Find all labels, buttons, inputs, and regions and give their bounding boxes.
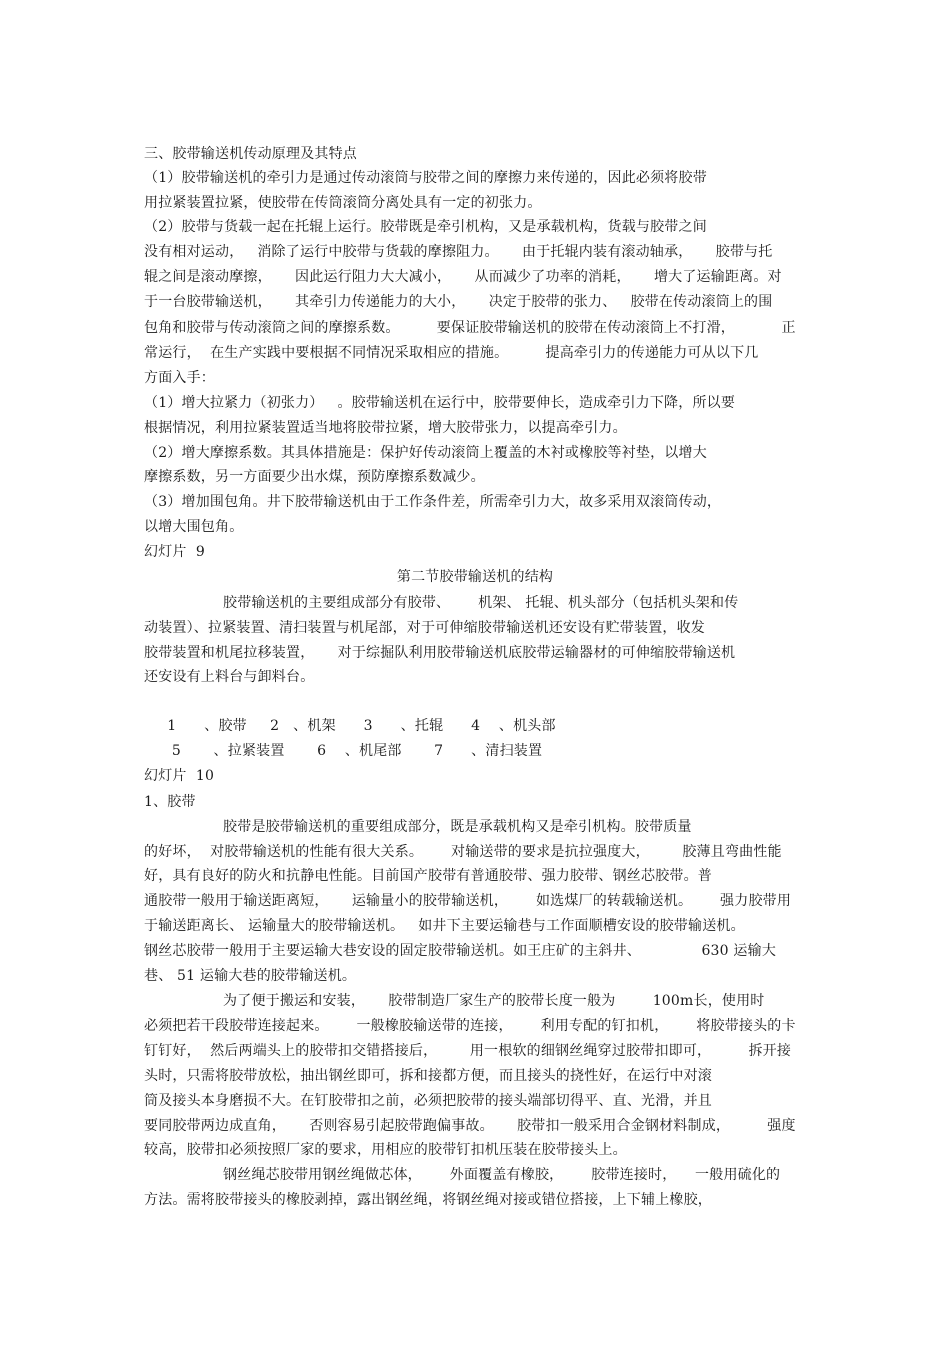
paragraph-line: 用拉紧装置拉紧，使胶带在传筒滚筒分离处具有一定的初张力。 bbox=[144, 195, 542, 211]
slide-marker: 幻灯片 9 bbox=[144, 544, 206, 560]
paragraph-line: （2）增大摩擦系数。其具体措施是：保护好传动滚筒上覆盖的木衬或橡胶等衬垫，以增大 bbox=[144, 445, 707, 461]
paragraph-line: 为了便于搬运和安装， 胶带制造厂家生产的胶带长度一般为 100m长，使用时 bbox=[144, 993, 765, 1009]
paragraph-line: 常运行， 在生产实践中要根据不同情况采取相应的措施。 提高牵引力的传递能力可从以下几 bbox=[144, 345, 759, 361]
paragraph-line: 必须把若干段胶带连接起来。 一般橡胶输送带的连接， 利用专配的钉扣机， 将胶带接头的卡 bbox=[144, 1018, 796, 1034]
paragraph-line: 钢丝绳芯胶带用钢丝绳做芯体， 外面覆盖有橡胶， 胶带连接时， 一般用硫化的 bbox=[144, 1167, 781, 1183]
slide-marker: 幻灯片 10 bbox=[144, 768, 215, 784]
component-list-line: 1 、胶带 2 、机架 3 、托辊 4 、机头部 bbox=[144, 718, 556, 734]
paragraph-line: 于一台胶带输送机， 其牵引力传递能力的大小， 决定于胶带的张力、 胶带在传动滚筒上的围 bbox=[144, 294, 773, 310]
paragraph-line: 好，具有良好的防火和抗静电性能。目前国产胶带有普通胶带、强力胶带、钢丝芯胶带。普 bbox=[144, 868, 712, 884]
paragraph-line: 要同胶带两边成直角， 否则容易引起胶带跑偏事故。 胶带扣一般采用合金钢材料制成， 强度 bbox=[144, 1118, 796, 1134]
paragraph-line: 摩擦系数，另一方面要少出水煤，预防摩擦系数减少。 bbox=[144, 469, 485, 485]
paragraph-line: 方法。需将胶带接头的橡胶剥掉，露出钢丝绳，将钢丝绳对接或错位搭接，上下辅上橡胶， bbox=[144, 1192, 712, 1208]
paragraph-line: （3）增加围包角。井下胶带输送机由于工作条件差，所需牵引力大，故多采用双滚筒传动， bbox=[144, 494, 722, 510]
paragraph-line: 以增大围包角。 bbox=[144, 519, 244, 535]
section-title: 第二节胶带输送机的结构 bbox=[396, 569, 554, 585]
paragraph-line: 于输送距离长、 运输量大的胶带输送机。 如井下主要运输巷与工作面顺槽安设的胶带输送机。 bbox=[144, 918, 745, 934]
paragraph-line: 还安设有上料台与卸料台。 bbox=[144, 669, 315, 685]
paragraph-line: 胶带输送机的主要组成部分有胶带、 机架、 托辊、机头部分（包括机头架和传 bbox=[144, 595, 739, 611]
paragraph-line: （1）胶带输送机的牵引力是通过传动滚筒与胶带之间的摩擦力来传递的，因此必须将胶带 bbox=[144, 170, 707, 186]
paragraph-line: （1）增大拉紧力（初张力） 。胶带输送机在运行中，胶带要伸长，造成牵引力下降，所以要 bbox=[144, 395, 736, 411]
paragraph-line: 胶带装置和机尾拉移装置， 对于综掘队利用胶带输送机底胶带运输器材的可伸缩胶带输送机 bbox=[144, 645, 736, 661]
paragraph-line: 头时，只需将胶带放松，抽出钢丝即可，拆和接都方便，而且接头的挠性好，在运行中对滚 bbox=[144, 1068, 712, 1084]
paragraph-line: 钉钉好， 然后两端头上的胶带扣交错搭接后， 用一根软的细钢丝绳穿过胶带扣即可， 拆开接 bbox=[144, 1043, 792, 1059]
paragraph-line: 较高，胶带扣必须按照厂家的要求，用相应的胶带钉扣机压装在胶带接头上。 bbox=[144, 1142, 627, 1158]
paragraph-line: 辊之间是滚动摩擦， 因此运行阻力大大减小， 从而减少了功率的消耗， 增大了运输距离。对 bbox=[144, 269, 782, 285]
paragraph-line: 钢丝芯胶带一般用于主要运输大巷安设的固定胶带输送机。如王庄矿的主斜井、 630 运输大 bbox=[144, 943, 777, 959]
section-heading: 三、胶带输送机传动原理及其特点 bbox=[144, 146, 357, 162]
paragraph-line: 方面入手： bbox=[144, 370, 215, 386]
paragraph-line: （2）胶带与货载一起在托辊上运行。胶带既是牵引机构，又是承载机构，货载与胶带之间 bbox=[144, 219, 707, 235]
paragraph-line: 动装置）、拉紧装置、清扫装置与机尾部，对于可伸缩胶带输送机还安设有贮带装置，收发 bbox=[144, 620, 705, 636]
paragraph-line: 巷、 51 运输大巷的胶带输送机。 bbox=[144, 968, 357, 984]
paragraph-line: 包角和胶带与传动滚筒之间的摩擦系数。 要保证胶带输送机的胶带在传动滚筒上不打滑， 正 bbox=[144, 320, 796, 336]
paragraph-line: 筒及接头本身磨损不大。在钉胶带扣之前，必须把胶带的接头端部切得平、直、光滑，并且 bbox=[144, 1093, 712, 1109]
paragraph-line: 通胶带一般用于输送距离短， 运输量小的胶带输送机， 如选煤厂的转载输送机。 强力胶带用 bbox=[144, 893, 792, 909]
paragraph-line: 没有相对运动， 消除了运行中胶带与货载的摩擦阻力。 由于托辊内装有滚动轴承， 胶带与托 bbox=[144, 244, 773, 260]
paragraph-line: 的好坏， 对胶带输送机的性能有很大关系。 对输送带的要求是抗拉强度大， 胶薄且弯曲性能 bbox=[144, 844, 782, 860]
subsection-heading: 1、胶带 bbox=[144, 794, 196, 810]
component-list-line: 5 、拉紧装置 6 、机尾部 7 、清扫装置 bbox=[144, 743, 543, 759]
paragraph-line: 胶带是胶带输送机的重要组成部分，既是承载机构又是牵引机构。胶带质量 bbox=[144, 819, 692, 835]
paragraph-line: 根据情况，利用拉紧装置适当地将胶带拉紧，增大胶带张力，以提高牵引力。 bbox=[144, 420, 627, 436]
